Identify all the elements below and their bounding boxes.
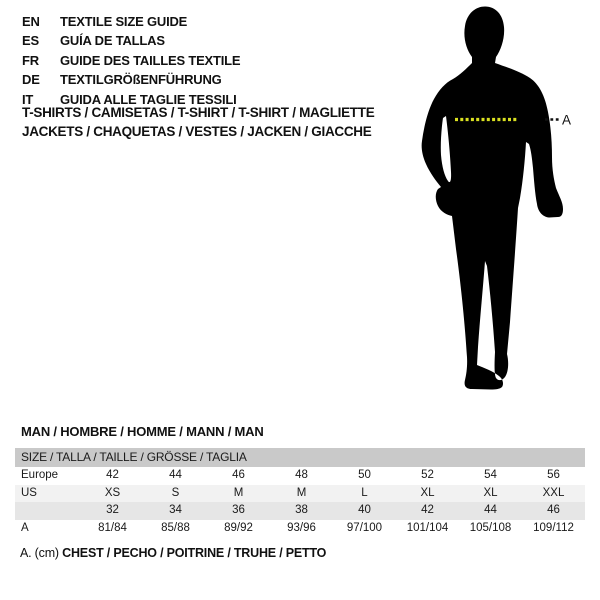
size-table-cell: XL — [420, 486, 435, 499]
measure-label-a: A — [562, 112, 572, 128]
size-table-cell: 46 — [232, 469, 245, 481]
size-table-cell: 44 — [484, 504, 497, 516]
size-table-row — [15, 485, 585, 503]
language-row — [22, 51, 240, 70]
size-table-row — [15, 520, 585, 538]
size-table-row — [15, 467, 585, 485]
size-table-cell: 52 — [421, 469, 434, 481]
language-code: IT — [22, 91, 34, 107]
size-table-cell: 105/108 — [469, 521, 512, 534]
size-table-cell: 38 — [295, 504, 308, 516]
measurement-footnote — [20, 546, 326, 560]
size-table-header: SIZE / TALLA / TAILLE / GRÖSSE / TAGLIA — [15, 448, 585, 467]
size-table-cell: S — [171, 486, 180, 499]
size-table-cell: 44 — [169, 469, 182, 481]
size-table-cell: 34 — [169, 504, 182, 516]
size-table-cell: 93/96 — [287, 521, 316, 534]
language-code: DE — [22, 72, 40, 88]
size-table-cell: 48 — [295, 469, 308, 481]
size-table-cell: 89/92 — [224, 521, 253, 534]
size-table-cell: 56 — [547, 469, 560, 481]
language-row — [22, 70, 240, 89]
footnote-prefix: A. (cm) — [20, 546, 59, 560]
language-label: GUIDA ALLE TAGLIE TESSILI — [60, 91, 237, 107]
language-label: GUÍA DE TALLAS — [60, 33, 165, 49]
category-line-tshirts: T-SHIRTS / CAMISETAS / T-SHIRT / T-SHIRT / MAGLIETTE — [22, 105, 375, 120]
size-table-cell: 36 — [232, 504, 245, 516]
size-table-cell: 32 — [106, 504, 119, 516]
size-table-cell: XL — [483, 486, 498, 499]
size-table-cell: XXL — [542, 486, 565, 499]
size-table-cell: M — [296, 486, 307, 499]
language-row — [22, 12, 240, 31]
man-silhouette — [410, 0, 600, 400]
size-table-row-label: US — [21, 486, 37, 499]
gender-heading: MAN / HOMBRE / HOMME / MANN / MAN — [21, 424, 264, 439]
language-code: ES — [22, 33, 39, 49]
size-table-cell: 42 — [421, 504, 434, 516]
size-table-cell: 46 — [547, 504, 560, 516]
size-table-cell: M — [233, 486, 244, 499]
size-table-cell: 81/84 — [98, 521, 127, 534]
language-label: GUIDE DES TAILLES TEXTILE — [60, 52, 241, 68]
language-row — [22, 31, 240, 50]
language-code: EN — [22, 14, 40, 29]
size-table-row-label: A — [21, 521, 29, 534]
size-table-cell: L — [361, 486, 368, 499]
size-table-cell: 97/100 — [346, 521, 383, 534]
size-table-cell: 109/112 — [533, 521, 574, 534]
size-table-cell: 50 — [358, 469, 371, 481]
size-table-row-label: Europe — [21, 469, 59, 481]
category-lines — [22, 104, 374, 141]
language-label: TEXTILGRÖßENFÜHRUNG — [60, 72, 222, 88]
size-table-row — [15, 502, 585, 520]
size-table-cell: 42 — [106, 469, 119, 481]
language-list — [22, 12, 240, 109]
category-line-jackets: JACKETS / CHAQUETAS / VESTES / JACKEN / GIACCHE — [22, 123, 372, 139]
man-silhouette-shape — [422, 7, 563, 390]
language-code: FR — [22, 52, 39, 68]
size-table-cell: XS — [104, 486, 121, 499]
size-table-cell: 101/104 — [406, 521, 449, 534]
language-label: TEXTILE SIZE GUIDE — [60, 14, 188, 29]
size-table-cell: 54 — [484, 469, 497, 481]
footnote-label: CHEST / PECHO / POITRINE / TRUHE / PETTO — [62, 546, 327, 560]
size-table-cell: 40 — [358, 504, 371, 516]
size-table-cell: 85/88 — [161, 521, 190, 534]
size-table — [15, 448, 585, 537]
size-table-row-label — [15, 502, 81, 520]
